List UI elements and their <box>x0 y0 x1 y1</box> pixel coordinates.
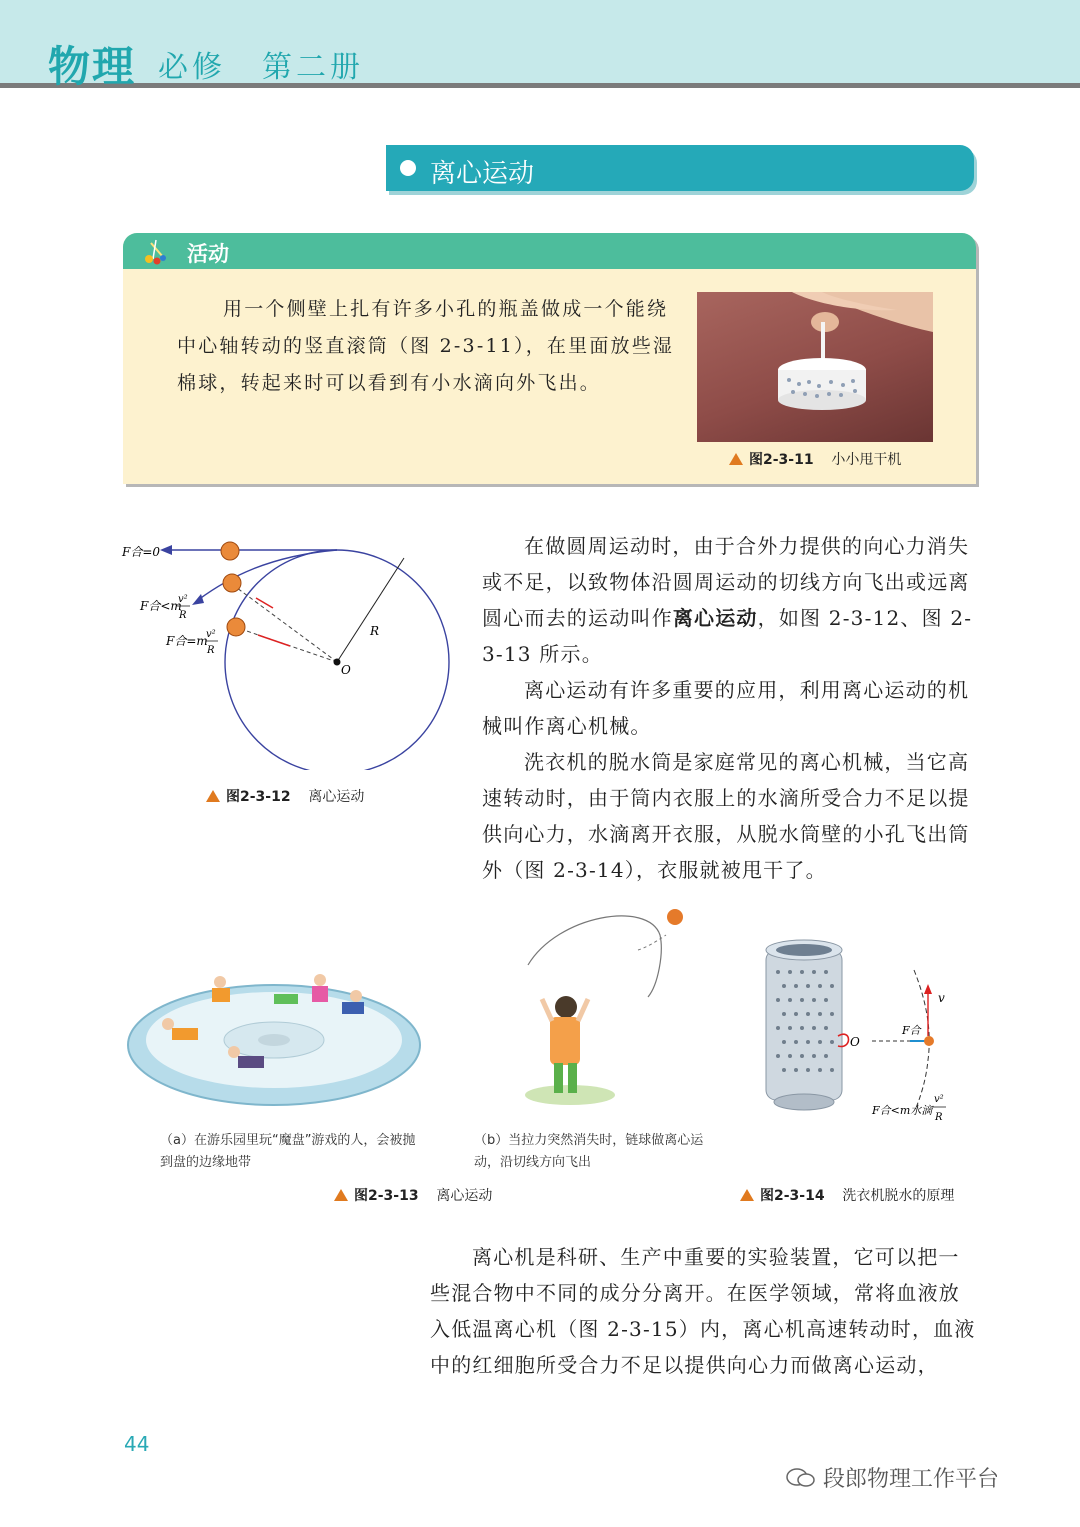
ball <box>223 574 241 592</box>
dashed-line <box>233 585 337 662</box>
section-heading-bar <box>386 145 974 191</box>
frac-den: R <box>179 610 187 621</box>
triangle-icon <box>206 790 220 802</box>
frac-num: v² <box>934 1094 944 1105</box>
figure-title: 小小甩干机 <box>831 452 902 468</box>
magic-disc-illustration <box>124 960 424 1125</box>
center-point <box>334 659 341 666</box>
label-f-zero: F合=0 <box>122 545 161 559</box>
figure-caption-2-3-11 <box>729 449 901 469</box>
figure-caption-2-3-14 <box>740 1185 954 1205</box>
label-f: F合 <box>902 1024 921 1037</box>
page-number: 44 <box>124 1432 150 1456</box>
label-r: R <box>370 624 380 638</box>
activity-text: 用一个侧壁上扎有许多小孔的瓶盖做成一个能绕中心轴转动的竖直滚筒（图 2-3-11），在里面放些湿棉球，转起来时可以看到有小水滴向外飞出。 <box>177 298 675 394</box>
arrow-icon <box>160 545 172 555</box>
wechat-icon <box>786 1467 816 1489</box>
paragraph-1: 在做圆周运动时，由于合外力提供的向心力消失或不足，以致物体沿圆周运动的切线方向飞出或远离圆心而去的运动叫作离心运动，如图 2-3-12、图 2-3-13 所示。 <box>482 534 973 666</box>
label-v: v <box>938 991 945 1005</box>
arrow-icon <box>192 594 204 605</box>
page-header <box>0 0 1080 91</box>
figure-title: 洗衣机脱水的原理 <box>842 1188 955 1204</box>
arrow-icon <box>924 984 932 994</box>
key-term: 离心运动 <box>672 606 758 630</box>
body-text-upper <box>482 528 978 888</box>
hammer-throw-illustration <box>488 905 708 1110</box>
label-o: O <box>850 1035 860 1049</box>
bullet-icon <box>400 160 416 176</box>
figure-title: 离心运动 <box>436 1188 493 1204</box>
subcaption-a: （a）在游乐园里玩“魔盘”游戏的人，会被抛到盘的边缘地带 <box>160 1133 416 1170</box>
frac-den: R <box>207 645 215 656</box>
centrifugal-motion-diagram <box>118 530 458 770</box>
ball <box>221 542 239 560</box>
drum-diagram <box>756 930 956 1130</box>
paragraph-4: 离心机是科研、生产中重要的实验装置，它可以把一些混合物中不同的成分分离开。在医学领域，常将血液放入低温离心机（图 2-3-15）内，离心机高速转动时，血液中的红细胞所受合力不足以提供向心力而做离心运动， <box>430 1245 976 1377</box>
ball <box>227 618 245 636</box>
activity-header <box>123 233 976 269</box>
frac-den: R <box>935 1112 943 1123</box>
volume-label: 第二册 <box>262 50 364 85</box>
triangle-icon <box>729 453 743 465</box>
body-text-lower <box>430 1239 978 1383</box>
section-title: 离心运动 <box>430 159 535 189</box>
label-o: O <box>341 663 351 677</box>
activity-title: 活动 <box>187 242 229 266</box>
force-arrow <box>258 635 290 646</box>
figure-number: 图2-3-12 <box>226 789 291 805</box>
subcaption-b: （b）当拉力突然消失时，链球做离心运动，沿切线方向飞出 <box>474 1133 704 1170</box>
radius-line <box>337 558 404 662</box>
figure-caption-2-3-13 <box>334 1185 492 1205</box>
activity-box <box>123 233 976 484</box>
figure-caption-2-3-12 <box>206 786 364 806</box>
activity-icon <box>143 237 169 265</box>
figure-number: 图2-3-14 <box>760 1188 825 1204</box>
frac-num: v² <box>206 629 216 640</box>
paragraph-2: 离心运动有许多重要的应用，利用离心运动的机械叫作离心机械。 <box>482 678 970 738</box>
force-arrow <box>256 598 273 608</box>
spin-dryer-photo <box>697 292 933 442</box>
frac-num: v² <box>178 594 188 605</box>
course-label: 必修 <box>158 50 226 85</box>
subject-title: 物理 <box>48 42 137 91</box>
label-f-equal: F合=m <box>166 634 208 648</box>
triangle-icon <box>334 1189 348 1201</box>
label-inequality: F合<m水滴 <box>872 1104 933 1117</box>
label-f-less: F合<m <box>140 599 182 613</box>
watermark-text: 段郎物理工作平台 <box>823 1467 1000 1492</box>
figure-title: 离心运动 <box>308 789 365 805</box>
triangle-icon <box>740 1189 754 1201</box>
figure-number: 图2-3-13 <box>354 1188 419 1204</box>
spin-dryer-image <box>697 292 933 442</box>
figure-number: 图2-3-11 <box>749 452 814 468</box>
watermark <box>786 1462 999 1493</box>
paragraph-3: 洗衣机的脱水筒是家庭常见的离心机械，当它高速转动时，由于筒内衣服上的水滴所受合力不足以提供向心力，水滴离开衣服，从脱水筒壁的小孔飞出筒外（图 2-3-14），衣服就被甩干了。 <box>482 750 970 882</box>
